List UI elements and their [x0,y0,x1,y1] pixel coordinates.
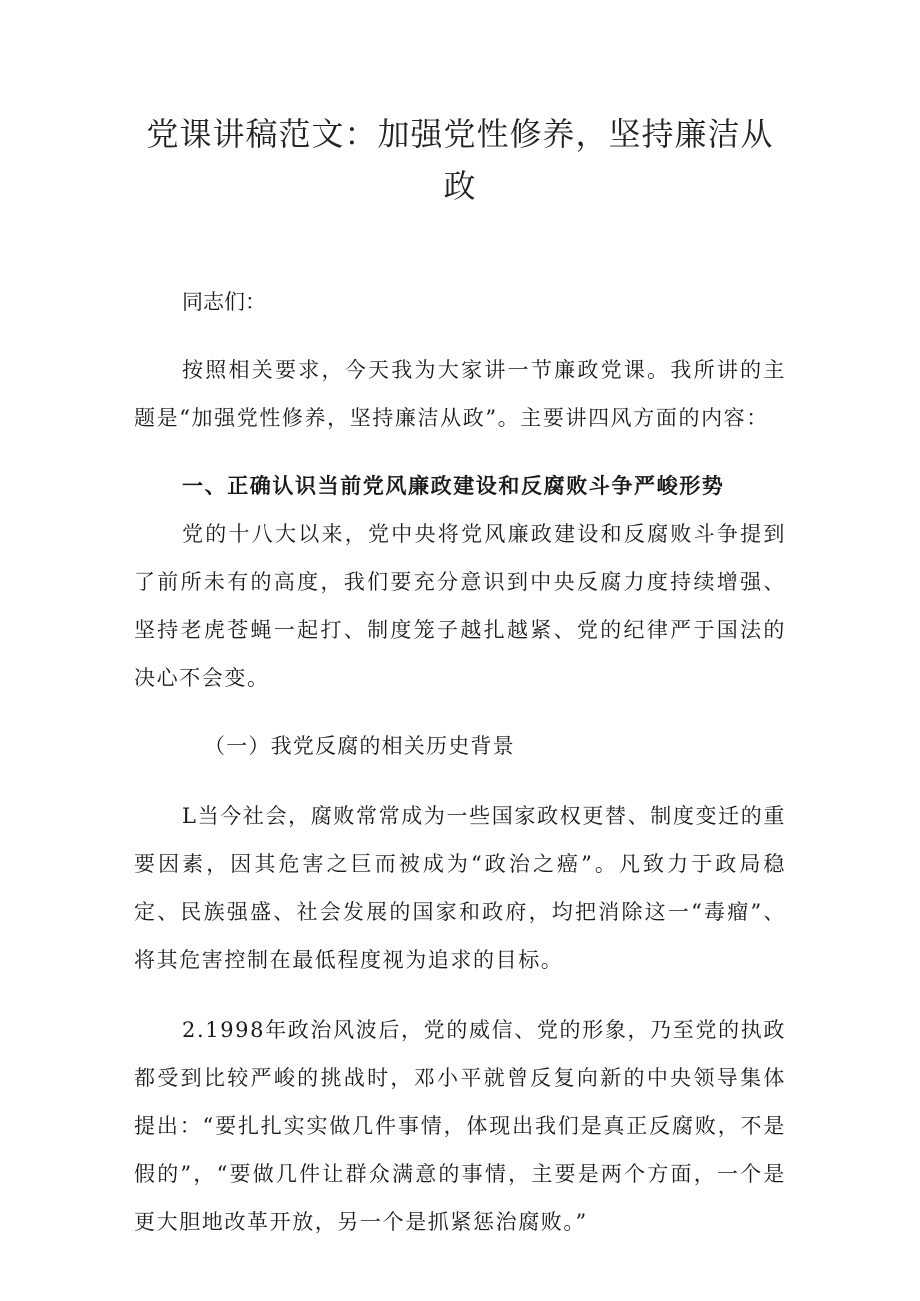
intro-paragraph: 按照相关要求，今天我为大家讲一节廉政党课。我所讲的主题是“加强党性修养，坚持廉洁从政”。主要讲四风方面的内容： [134,358,786,430]
subsection-1-paragraph-2: 2.1998年政治风波后，党的威信、党的形象，乃至党的执政都受到比较严峻的挑战时，邓小平就曾反复向新的中央领导集体提出：“要扎扎实实做几件事情，体现出我们是真正反腐败，不是假的”，“要做几件让群众满意的事情，主要是两个方面，一个是更大胆地改革开放，另一个是抓紧惩治腐败。” [134,1018,786,1234]
section-1-heading: 一、正确认识当前党风廉政建设和反腐败斗争严峻形势 [182,473,725,498]
subsection-1-heading: （一）我党反腐的相关历史背景 [204,734,515,758]
section-1-paragraph: 党的十八大以来，党中央将党风廉政建设和反腐败斗争提到了前所未有的高度，我们要充分意识到中央反腐力度持续增强、坚持老虎苍蝇一起打、制度笼子越扎越紧、党的纪律严于国法的决心不会变。 [134,522,786,690]
subsection-1-paragraph-1: L当今社会，腐败常常成为一些国家政权更替、制度变迁的重要因素，因其危害之巨而被成为“政治之癌”。凡致力于政局稳定、民族强盛、社会发展的国家和政府，均把消除这一“毒瘤”、将其危害控制在最低程度视为追求的目标。 [134,804,786,972]
document-title: 党课讲稿范文：加强党性修养，坚持廉洁从政 [146,115,774,205]
greeting: 同志们： [182,290,266,314]
